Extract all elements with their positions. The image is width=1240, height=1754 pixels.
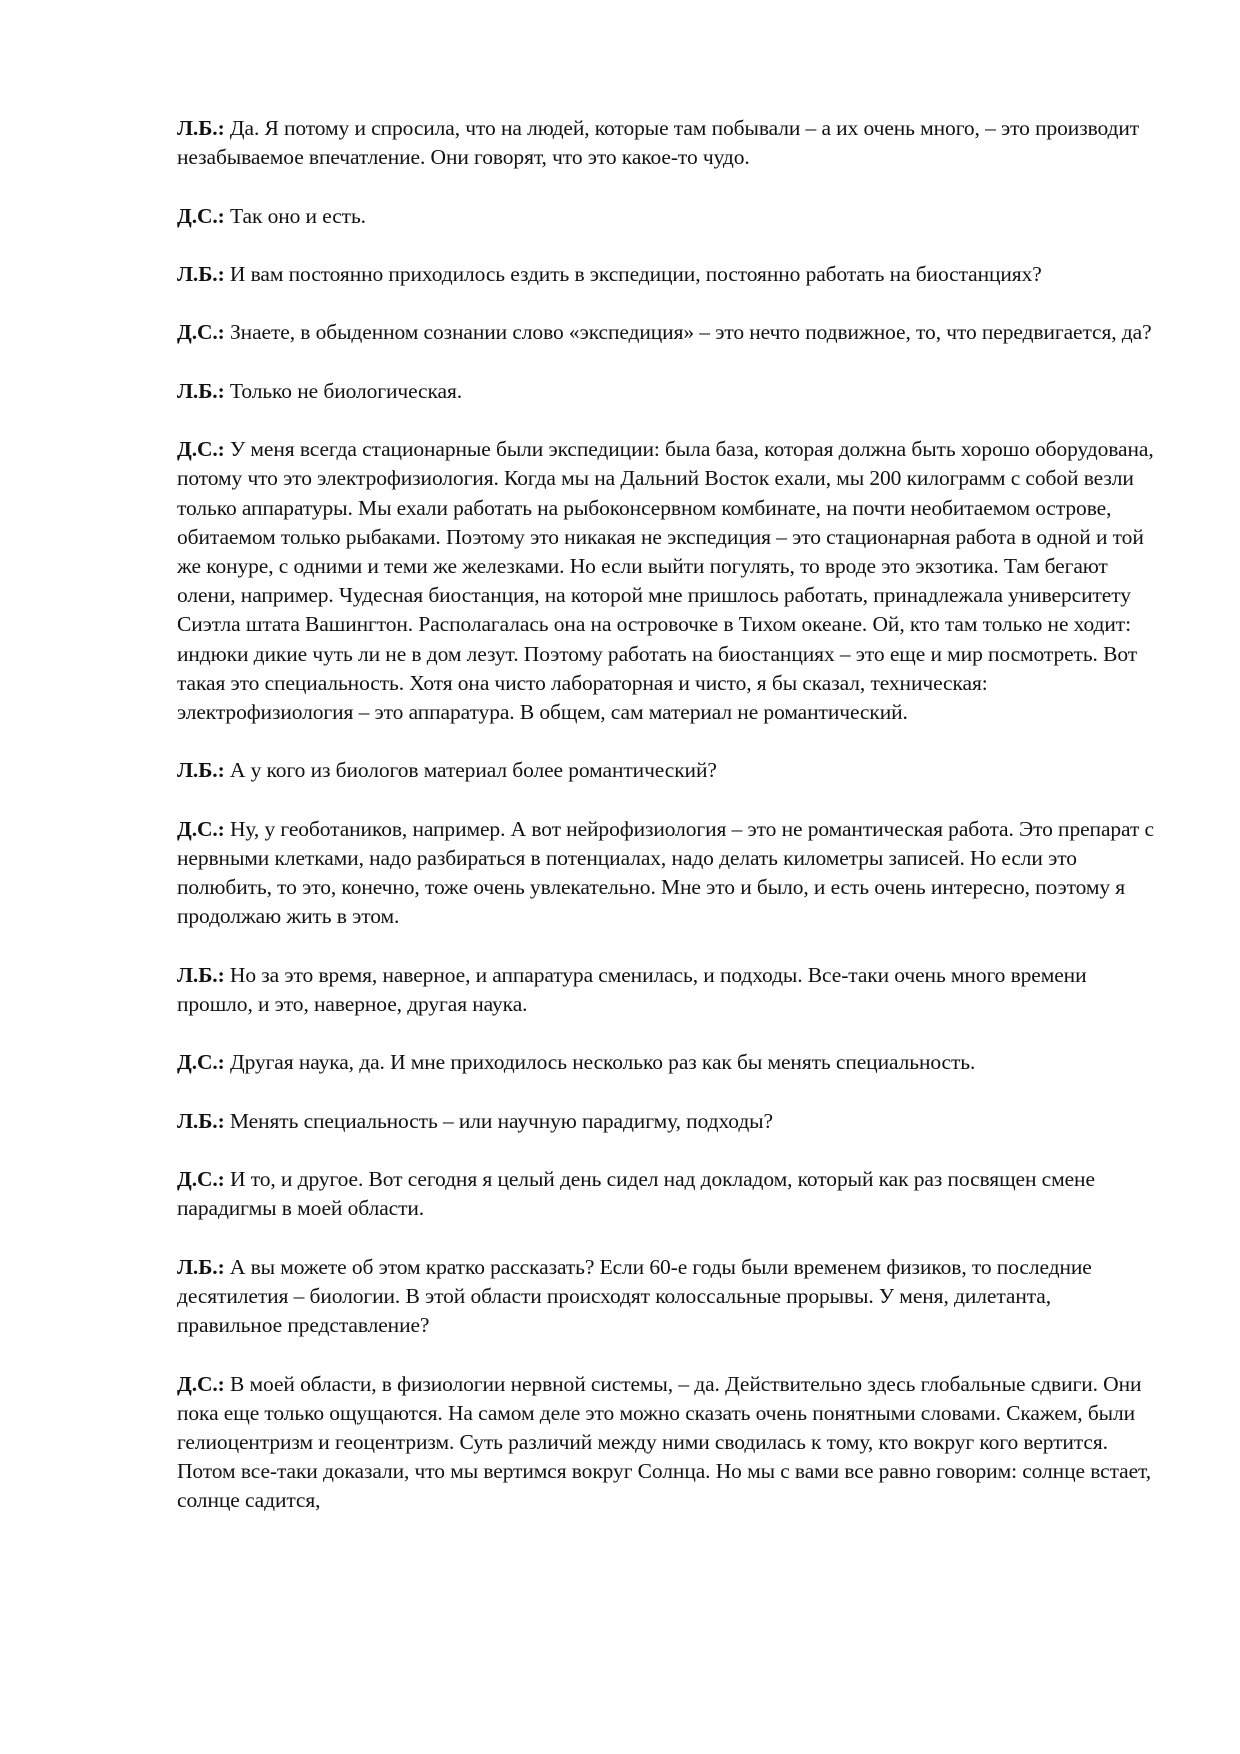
- paragraph-text: И вам постоянно приходилось ездить в экспедиции, постоянно работать на биостанциях?: [224, 261, 1042, 286]
- paragraph-4: [177, 318, 1157, 347]
- speaker-label: Л.Б.:: [177, 116, 225, 140]
- paragraph-14: [177, 1370, 1157, 1516]
- paragraph-12: [177, 1165, 1157, 1223]
- paragraph-6: [177, 435, 1157, 727]
- paragraph-text: Менять специальность – или научную парадигму, подходы?: [224, 1108, 773, 1133]
- speaker-label: Л.Б.:: [177, 1108, 225, 1133]
- paragraph-1: [177, 114, 1157, 172]
- speaker-label: Л.Б.:: [177, 261, 225, 286]
- speaker-label: Л.Б.:: [177, 1254, 225, 1279]
- paragraph-9: [177, 961, 1157, 1019]
- paragraph-text: Ну, у геоботаников, например. А вот нейрофизиология – это не романтическая работа. Это препарат с нервными клетками, надо разбираться в потенциалах, надо делать километры записей. Но если это полюбить, то это, конечно, тоже очень увлекательно. Мне это и было, и есть очень интересно, поэтому я продолжаю жить в этом.: [177, 816, 1154, 929]
- speaker-label: Д.С.:: [177, 1050, 225, 1075]
- paragraph-11: [177, 1107, 1157, 1136]
- paragraph-text: Только не биологическая.: [224, 378, 463, 403]
- speaker-label: Д.С.:: [177, 1167, 225, 1192]
- paragraph-5: [177, 377, 1157, 406]
- speaker-label: Д.С.:: [177, 437, 225, 462]
- speaker-label: Д.С.:: [177, 816, 225, 841]
- paragraph-text: В моей области, в физиологии нервной системы, – да. Действительно здесь глобальные сдвиги. Они пока еще только ощущаются. На самом деле это можно сказать очень понятными словами. Скажем, были гелиоцентризм и геоцентризм. Суть различий между ними сводилась к тому, кто вокруг кого вертится. Потом все-таки доказали, что мы вертимся вокруг Солнца. Но мы с вами все равно говорим: солнце встает, солнце садится,: [177, 1371, 1151, 1513]
- paragraph-text: Другая наука, да. И мне приходилось несколько раз как бы менять специальность.: [224, 1050, 976, 1075]
- paragraph-text: У меня всегда стационарные были экспедиции: была база, которая должна быть хорошо оборудована, потому что это электрофизиология. Когда мы на Дальний Восток ехали, мы 200 килограмм с собой везли только аппаратуры. Мы ехали работать на рыбоконсервном комбинате, на почти необитаемом острове, обитаемом только рыбаками. Поэтому это никакая не экспедиция – это стационарная работа в одной и той же конуре, с одними и теми же железками. Но если выйти погулять, то вроде это экзотика. Там бегают олени, например. Чудесная биостанция, на которой мне пришлось работать, принадлежала университету Сиэтла штата Вашингтон. Располагалась она на островочке в Тихом океане. Ой, кто там только не ходит: индюки дикие чуть ли не в дом лезут. Поэтому работать на биостанциях – это еще и мир посмотреть. Вот такая это специальность. Хотя она чисто лабораторная и чисто, я бы сказал, техническая: электрофизиология – это аппаратура. В общем, сам материал не романтический.: [177, 437, 1154, 724]
- paragraph-3: [177, 260, 1157, 289]
- speaker-label: Д.С.:: [177, 203, 225, 228]
- paragraph-text: Так оно и есть.: [224, 203, 366, 228]
- paragraph-10: [177, 1048, 1157, 1077]
- speaker-label: Л.Б.:: [177, 758, 225, 783]
- speaker-label: Д.С.:: [177, 320, 225, 345]
- paragraph-text: А у кого из биологов материал более романтический?: [224, 758, 717, 783]
- paragraph-8: [177, 815, 1157, 932]
- paragraph-text: Но за это время, наверное, и аппаратура сменилась, и подходы. Все-таки очень много времени прошло, и это, наверное, другая наука.: [177, 962, 1087, 1016]
- paragraph-13: [177, 1253, 1157, 1341]
- speaker-label: Д.С.:: [177, 1371, 225, 1396]
- speaker-label: Л.Б.:: [177, 962, 225, 987]
- speaker-label: Л.Б.:: [177, 378, 225, 403]
- paragraph-text: И то, и другое. Вот сегодня я целый день сидел над докладом, который как раз посвящен смене парадигмы в моей области.: [177, 1167, 1095, 1221]
- paragraph-text: А вы можете об этом кратко рассказать? Если 60-е годы были временем физиков, то последние десятилетия – биологии. В этой области происходят колоссальные прорывы. У меня, дилетанта, правильное представление?: [177, 1254, 1092, 1338]
- document-page: [177, 114, 1157, 1545]
- paragraph-7: [177, 756, 1157, 785]
- paragraph-text: Знаете, в обыденном сознании слово «экспедиция» – это нечто подвижное, то, что передвигается, да?: [224, 320, 1152, 345]
- paragraph-text: Да. Я потому и спросила, что на людей, которые там побывали – а их очень много, – это производит незабываемое впечатление. Они говорят, что это какое-то чудо.: [177, 116, 1140, 170]
- paragraph-2: [177, 202, 1157, 231]
